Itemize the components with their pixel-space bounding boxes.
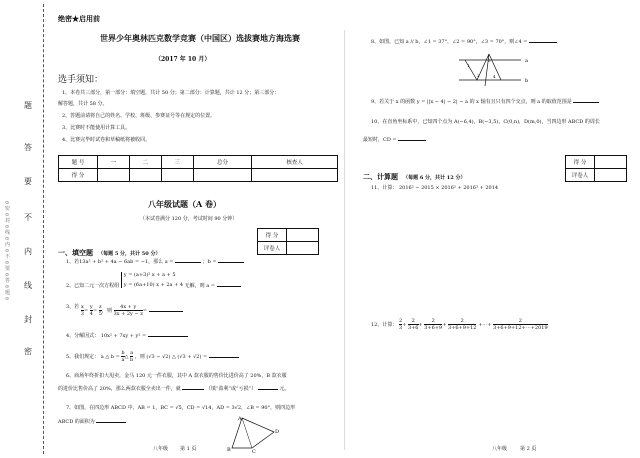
angle-label: 2 [477,73,480,78]
q6-answer-a[interactable] [182,389,204,390]
zigzag-lines [465,54,489,86]
score-table-header: 总分 [193,156,252,169]
score-table [58,155,338,182]
section2-score-box [565,155,627,182]
exam-date: （2017 年 10 月） [155,56,211,63]
q3-expr-num: 4x + y [114,304,143,311]
footer-right-grade: 八年级 [492,446,508,452]
q2-eq2: y = (6a+10) x + 2a + 4 [123,282,184,288]
q4-label: 4、分解因式： [66,333,100,339]
score-cell [161,169,193,182]
binding-label: 答 [24,143,32,152]
exam-title: 八年级试题（A 卷） [148,199,221,209]
q1-text-b: ；b = [202,259,217,265]
score-cell [129,169,161,182]
q5-def-right: ，则 (√3 − √2) △ (√3 + √2) = [134,354,208,360]
q8-text: 8、如图，已知 a // b，∠1 = 37°，∠2 = 90°，∠3 = 70°，则∠4 = [371,39,528,45]
question-10: 10、在直角坐标系中，已知四个点为 A(−6,4)，B(−3,5)，C(0,n)，D(m,0)，当四边形 ABCD 的周长 [371,119,600,125]
binding-dotted-line: ⊙密⊙封⊙线⊙内⊙不⊙要⊙答⊙题⊙ [5,200,11,302]
page-title: 世界少年奥林匹克数学竞赛（中国区）选拔赛地方海选赛 [100,33,300,43]
score-row-label: 得 分 [59,169,98,182]
question-3: 3、若 $\frac{x}{3}$ = $\frac{y}{4}$ = $\frac{z}{5}$ ，则 $\frac{4x + y}{3x + 2y - z}$ = [66,304,183,317]
score-table-header: 核查人 [252,156,338,169]
q9-text-b: 的 x 轴有且只有四个交点，则 a 的取值范围是 [469,99,572,105]
question-2 [66,272,241,288]
q4-answer[interactable] [148,336,188,337]
score-box-label: 得 分 [258,229,287,242]
q3-frac: y [89,304,93,310]
reviewer-box-cell [287,242,319,255]
q6-hint: （填“盈利”或“亏损”） [205,386,257,392]
section1-score-box [257,228,319,255]
question-10-line2 [363,136,426,143]
section-fill-heading [58,240,161,259]
reviewer-box-label: 评卷人 [566,169,595,182]
q2-eq1: y = (a+3)² x + a + 5 [123,272,176,278]
section-calc-note: （每题 6 分，共计 12 分） [403,175,466,181]
q3-frac: z [98,304,102,310]
q1-answer-b[interactable] [218,262,244,263]
q12-num: 2 [493,318,548,325]
q2-end: 无解，则 a = [184,283,216,289]
q12-den: 3+6+9+12 [448,325,477,331]
line-label: a [525,58,528,64]
notice-item: 1、本卷共三部分，第一部分：填空题，共计 50 分；第二部分：计算题，共计 12 分；第三部分： [62,90,280,96]
notice-item: 解答题，共计 58 分。 [58,101,108,107]
question-8 [371,38,557,45]
section-fill-title: 一、填空题 [58,248,93,257]
binding-label: 要 [24,177,32,186]
question-6: 6、商场年终折扣大甩卖，金马 120 元一件衣服，其中 A 款衣服的售价比进价高了 20%，B 款衣服 [66,373,287,379]
q5-label: 5、我们规定： [66,354,100,360]
notice-item: 2、答题前请将自己的姓名、学校、班级、参赛证号等在规定的位置。 [62,113,216,119]
secret-label: 绝密★启用前 [58,14,100,23]
binding-label: 密 [24,347,32,356]
quadrilateral-abcd [232,418,274,448]
angle-label: 4 [493,74,496,79]
diagonal-line [242,418,252,448]
q12-num: 2 [408,318,419,325]
q3-frac: 4 [89,311,93,317]
q11-expr: 2016² − 2015 × 2016² + 2016³ + 2014 [398,185,499,191]
score-box-cell [595,156,627,169]
section-fill-note: （每题 5 分，共计 50 分） [98,251,161,257]
angle-label: 1 [467,63,470,68]
vertex-label: C [252,449,256,454]
q7-figure [224,414,284,454]
question-7-line2 [58,418,126,425]
q7-answer[interactable] [96,422,126,423]
binding-margin [0,0,44,458]
q3-answer[interactable] [149,311,183,312]
q9-text: 9、若关于 x 的函数 [371,99,416,105]
score-table-header: 三 [161,156,193,169]
footer-right-page: 第 2 页 [520,446,537,452]
score-box-label: 得 分 [566,156,595,169]
q2-answer[interactable] [217,286,241,287]
section-calc-heading [363,164,466,183]
q9-expr: y = ||x − 4| − 2| − a [416,99,468,105]
binding-label: 题 [24,101,32,110]
q1-text: 1、若13a² + b² + 4a − 6ab = −1，那么 a = [66,259,174,265]
question-12: 12、计算： $\frac{2}{3}$ + $\frac{2}{3+6}$ + $\frac{2}{3+6+9}$ + $\frac{2}{3+6+9+12}$ +⋯+ $\frac{2}{3+6+9+12+\cdots+2019}$ [371,318,548,331]
question-11 [371,184,498,191]
vertex-label: D [275,429,280,435]
q5-def: a △ b = [100,354,120,360]
binding-label: 不 [24,213,32,222]
q3-frac: 3 [80,311,84,317]
notice-item: 3、比赛时不能使用计算工具。 [62,125,131,131]
section-calc-title: 二、计算题 [363,172,398,181]
q8-answer[interactable] [529,42,557,43]
question-9 [371,98,633,105]
q12-den: 3+6+9 [424,325,443,331]
exam-subtitle: （本试卷满分 120 分，考试时间 90 分钟） [140,216,238,222]
score-table-header: 一 [98,156,130,169]
score-cell [193,169,252,182]
score-table-header: 二 [129,156,161,169]
vertex-label: A [238,416,242,422]
q3-expr-den: 3x + 2y − z [113,311,143,317]
q10-text: 最短时，CD = [363,137,397,143]
reviewer-box-cell [595,169,627,182]
line-label: b [525,78,529,84]
footer-left-grade: 八年级 [153,446,169,452]
score-cell [252,169,338,182]
binding-label: 线 [24,281,32,290]
q12-num: 2 [398,318,403,324]
q3-frac: x [80,304,84,310]
page-divider [344,30,345,450]
reviewer-box-label: 评卷人 [258,242,287,255]
notice-title: 选手须知： [58,75,104,85]
q6-text: 的进价比售价高了 20%，那么两款衣服全卖出一件，就 [58,386,181,392]
binding-label: 封 [24,315,32,324]
question-4 [66,332,188,339]
q9-answer[interactable] [573,102,599,103]
q12-label: 12、计算： [371,322,398,328]
q5-answer[interactable] [209,357,239,358]
q2-label: 2、已知二元一次方程组 [66,283,120,289]
q1-answer-a[interactable] [175,262,201,263]
question-6-line2 [58,385,289,392]
q7-text: ABCD 的面积为 [58,419,95,425]
q4-expr: 10x² + 7xy + y² = [100,333,147,339]
q6-answer-b[interactable] [258,389,278,390]
q12-den: 3 [398,325,403,331]
q12-den: 3+6 [407,325,419,331]
q8-figure [455,52,535,88]
binding-cut-line [43,4,44,454]
binding-label: 内 [24,247,32,256]
q12-ellipsis: +⋯+ [478,322,492,328]
score-box-cell [287,229,319,242]
notice-item: 4、比赛完毕时试卷和草稿纸将被收回。 [62,137,151,143]
score-cell [98,169,130,182]
q12-den: 3+6+9+12+⋯+2019 [493,325,548,331]
angle-label: 3 [488,58,491,63]
q3-frac: 5 [98,311,102,317]
q12-num: 2 [448,318,476,325]
question-7: 7、如图，在四边形 ABCD 中，AB = 1，BC = √5，CD = √14，AD = 3√2，∠B = 90°，则四边形 [66,405,296,411]
question-5: 5、我们规定： a △ b = $\frac{b}{a}$ △ $\frac{a}{b}$ ，则 (√3 − √2) △ (√3 + √2) = [66,350,239,363]
q10-answer[interactable] [398,140,426,141]
question-1 [66,258,244,265]
footer-left-page: 第 1 页 [180,446,197,452]
q6-unit: 元。 [279,386,290,392]
vertex-label: B [227,447,231,453]
q3-label: 3、若 [66,304,80,310]
score-table-header: 题 号 [59,156,98,169]
q11-label: 11、计算： [371,185,398,191]
q12-num: 2 [424,318,442,325]
